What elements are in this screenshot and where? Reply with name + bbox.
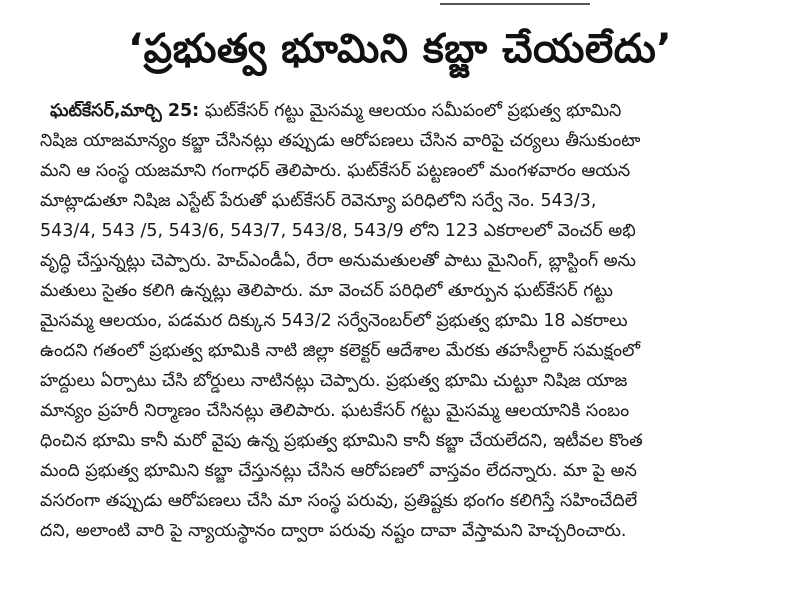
article-line: ధించిన భూమి కానీ మరో వైపు ఉన్న ప్రభుత్వ భూమిని కానీ కబ్జా చేయలేదని, ఇటీవల కొంత bbox=[40, 431, 643, 451]
article-line: మని ఆ సంస్థ యజమాని గంగాధర్ తెలిపారు. ఘట్‌కేసర్ పట్టణంలో మంగళవారం ఆయన bbox=[40, 161, 631, 181]
article-line: నిషిజ యాజమాన్యం కబ్జా చేసినట్లు తప్పుడు ఆరోపణలు చేసిన వారిపై చర్యలు తీసుకుంటా bbox=[40, 131, 641, 151]
article-line: మతులు సైతం కలిగి ఉన్నట్లు తెలిపారు. మా వెంచర్ పరిధిలో తూర్పున ఘట్‌కేసర్ గట్టు bbox=[40, 281, 613, 301]
article-line: మాట్లాడుతూ నిషిజ ఎస్టేట్ పేరుతో ఘట్‌కేసర్ రెవెన్యూ పరిధిలోని సర్వే నెం. 543/3, bbox=[40, 191, 597, 211]
article-line: మైసమ్మ ఆలయం, పడమర దిక్కున 543/2 సర్వేనెంబర్‌లో ప్రభుత్వ భూమి 18 ఎకరాలు bbox=[40, 311, 628, 331]
dateline: ఘట్‌కేసర్,మార్చి 25: bbox=[50, 101, 200, 121]
article-line: మంది ప్రభుత్వ భూమిని కబ్జా చేస్తునట్లు చేసిన ఆరోపణలో వాస్తవం లేదన్నారు. మా పై అన bbox=[40, 461, 637, 481]
article-line bbox=[50, 96, 780, 126]
article-line: దని, అలాంటి వారి పై న్యాయస్థానం ద్వారా పరువు నష్టం దావా వేస్తామని హెచ్చరించారు. bbox=[40, 521, 627, 541]
article-line: హద్దులు ఏర్పాటు చేసి బోర్డులు నాటినట్లు చెప్పారు. ప్రభుత్వ భూమి చుట్టూ నిషిజ యాజ bbox=[40, 371, 628, 391]
article-text: ఘట్‌కేసర్ గట్టు మైసమ్మ ఆలయం సమీపంలో ప్రభుత్వ భూమిని bbox=[199, 101, 622, 121]
divider bbox=[440, 3, 590, 5]
article-line: వసరంగా తప్పుడు ఆరోపణలు చేసి మా సంస్థ పరువు, ప్రతిష్టకు భంగం కలిగిస్తే సహించేదిలే bbox=[40, 491, 638, 511]
article-line: 543/4, 543 /5, 543/6, 543/7, 543/8, 543/9 లోని 123 ఎకరాలలో వెంచర్ అభి bbox=[40, 221, 636, 241]
article-line: ఉందని గతంలో ప్రభుత్వ భూమికి నాటి జిల్లా కలెక్టర్ ఆదేశాల మేరకు తహసీల్దార్ సమక్షంలో bbox=[40, 341, 640, 361]
article-line: వృద్ధి చేస్తున్నట్లు చెప్పారు. హెచ్ఎండీఏ, రేరా అనుమతులతో పాటు మైనింగ్, బ్లాస్టింగ్ అను bbox=[40, 251, 636, 271]
headline: ‘ప్రభుత్వ భూమిని కబ్జా చేయలేదు’ bbox=[127, 26, 673, 72]
article-line: మాన్యం ప్రహరీ నిర్మాణం చేసినట్లు తెలిపారు. ఘటకేసర్ గట్టు మైసమ్మ ఆలయానికి సంబం bbox=[40, 401, 630, 421]
cropped-previous-headline bbox=[0, 0, 800, 12]
